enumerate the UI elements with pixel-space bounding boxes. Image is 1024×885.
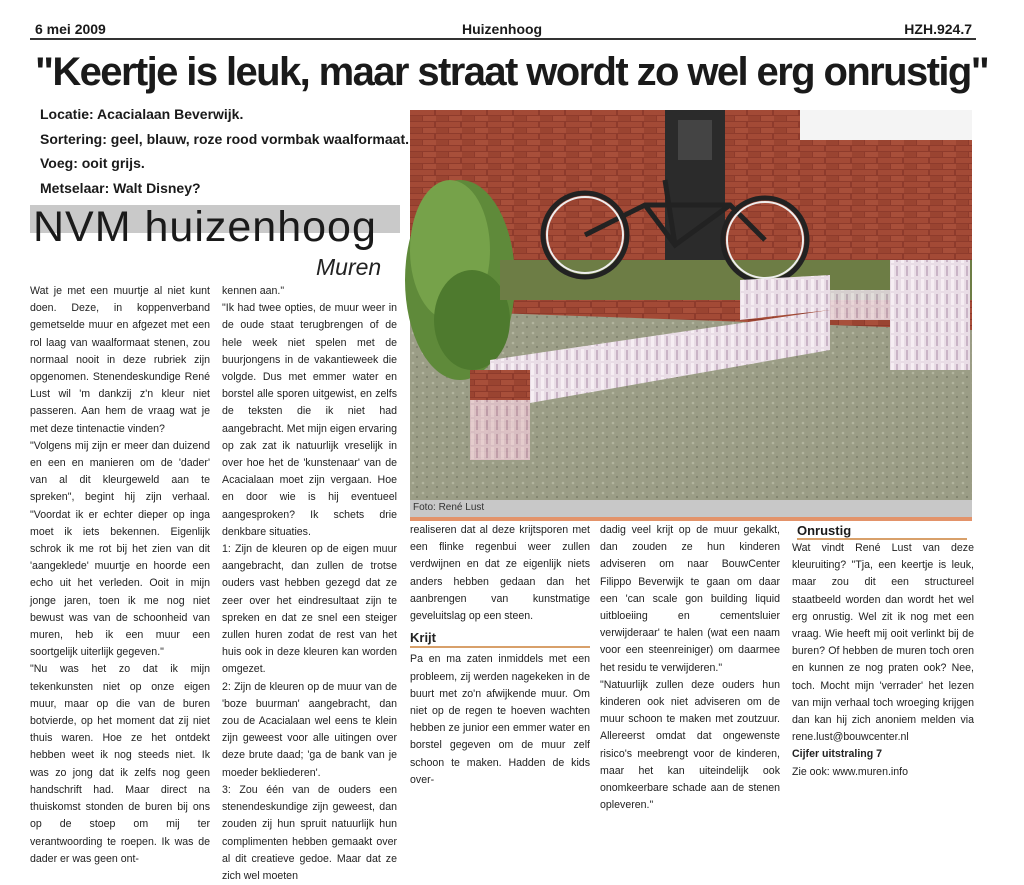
photo-illustration [410, 110, 972, 500]
paragraph: "Ik had twee opties, de muur weer in de oude staat terugbrengen of de hele week niet spelen met de buurjongens in de vakantieweek die volgde. Dus met emmer water en borstel alle sporen uitgewist, en zelfs de teksten die ik niet had aangebracht. Met mijn eigen ervaring op zak zat ik natuurlijk vreselijk in over hoe het de 'kunstenaar' van de Acacialaan moet zijn vergaan. Hoe en door wie is hij eventueel aangesproken? Ik schets drie denkbare situaties. [222, 302, 397, 538]
paragraph: Pa en ma zaten inmiddels met een probleem, zij werden nagekeken in de buurt met zo'n afwijkende muur. Om niet op de regen te hoeven wachten hebben ze junior een emmer water en borstel gegeven om de muur zelf schoon te maken. Hadden de kids over- [410, 653, 590, 786]
article-column-4 [600, 522, 780, 812]
column-subtitle: Muren [316, 254, 382, 280]
spec-location: Locatie: Acacialaan Beverwijk. [40, 106, 244, 122]
paragraph: kennen aan." [222, 285, 285, 297]
headline: "Keertje is leuk, maar straat wordt zo wel erg onrustig" [35, 50, 989, 94]
spec-mason: Metselaar: Walt Disney? [40, 179, 201, 196]
paragraph: "Volgens mij zijn er meer dan duizend en een en manieren om de 'dader' van al dit kleurgeweld aan te spreken", begint hij zijn verhaal. "Voordat ik er echter dieper op inga moet ik iets bekennen. Eigenlijk schrok ik me rot bij het zien van dit 'aangeklede' muurtje en hoorde een echo uit het verleden. Ooit in mijn jonge jaren, toen ik me nog niet bewust was van de schoonheid van muren, heb ik een muur een soortgelijk uiterlijk gegeven." [30, 439, 210, 659]
see-also: Zie ook: www.muren.info [792, 765, 908, 778]
article-column-2 [222, 283, 397, 882]
spec-sorting: Sortering: geel, blauw, roze rood vormbak waalformaat. [40, 130, 410, 147]
article-photo [410, 110, 972, 500]
subhead-krijt: Krijt [410, 629, 590, 648]
paragraph: 1: Zijn de kleuren op de eigen muur aangebracht, dan zullen de trotse ouders vast hebben gezegd dat ze zeer over het eindresultaat zijn te spreken en dat ze snel een steiger zullen huren zodat de rest van het huis ook in deze kleuren kan worden omgezet. [222, 543, 397, 676]
column-title: NVM huizenhoog [33, 203, 377, 251]
article-column-1 [30, 283, 210, 865]
paragraph: Wat je met een muurtje al niet kunt doen. Deze, in koppenverband gemetselde muur en afgezet met een rol laag van waalformaat stenen, zou normaal nooit in deze rubriek zijn opgenomen. Stenendeskundige René Lust wil 'm dankzij z'n kleur niet passeren. Aan hem de vraag wat je met deze tintenactie vinden? [30, 285, 210, 435]
article-column-3 [410, 522, 590, 786]
paragraph: Wat vindt René Lust van deze kleuruiting? "Tja, een keertje is leuk, maar zou dit een structureel staatbeeld worden dan wordt het wel erg onrustig. Wel zit ik nog met een vraag. Wie heeft mij ooit verlinkt bij de buren? Of hebben de muren toch oren en kunnen ze nog praten ook? Nee, toch. Mocht mijn 'verrader' het lezen van mijn verhaal toch wroeging krijgen dan kan hij zich anoniem melden via rene.lust@bouwcenter.nl [792, 542, 974, 744]
paragraph: "Natuurlijk zullen deze ouders hun kinderen ook niet adviseren om de muur schoon te maken met zoutzuur. Allereerst omdat dat ongewenste risico's meebrengt voor de kinderen, maar het kan uiteindelijk ook onomkeerbare schade aan de stenen opleveren." [600, 678, 780, 812]
photo-credit: Foto: René Lust [413, 502, 485, 513]
paragraph: realiseren dat al deze krijtsporen met een flinke regenbui weer zullen verdwijnen en dat ze eigenlijk niets anders hebben gedaan dan het aanbrengen van kunstmatige geveluitslag op een steen. [410, 524, 590, 623]
rating: Cijfer uitstraling 7 [792, 748, 883, 761]
paragraph: 2: Zijn de kleuren op de muur van de 'boze buurman' aangebracht, dan zou de Acacialaan wel eens te klein zijn geweest voor alle uitingen over deze brute daad; 'ga de bank van je moeder bekliederen'. [222, 680, 397, 779]
header-rule [30, 38, 976, 40]
page-code: HZH.924.7 [904, 21, 972, 37]
caption-bar [410, 500, 972, 521]
paragraph: 3: Zou één van de ouders een stenendeskundige zijn geweest, dan zouden zij hun spruit natuurlijk hun complimenten hebben gemaakt over al dit creatieve gedoe. Maar dat ze zich wel moeten [222, 783, 397, 882]
spec-list [40, 102, 409, 200]
paragraph: dadig veel krijt op de muur gekalkt, dan zouden ze hun kinderen adviseren om naar BouwCenter Filippo Beverwijk te gaan om daar een 'can scale gon building liquid uitbloeiing en cementsluier verwijderaar' te halen (wat een naam voor een steenreiniger) om daarmee het residu te verwijderen." [600, 524, 780, 674]
issue-date: 6 mei 2009 [35, 21, 106, 37]
section-name: Huizenhoog [462, 21, 543, 37]
subhead-onrustig: Onrustig [797, 523, 967, 540]
paragraph: "Nu was het zo dat ik mijn tekenkunsten niet op onze eigen muur, maar op die van de buren botvierde, op het moment dat zij niet thuis waren. Hoe ze het ontdekt hebben weet ik nog steeds niet. Ik was zo jong dat ik zelfs nog geen handschrift had. Maar direct na thuiskomst stonden de buren bij ons op de stoep om mij ter verantwoording te roepen. Ik was de dader er was geen ont- [30, 663, 210, 865]
spec-joint: Voeg: ooit grijs. [40, 155, 145, 171]
article-column-5 [792, 540, 974, 778]
